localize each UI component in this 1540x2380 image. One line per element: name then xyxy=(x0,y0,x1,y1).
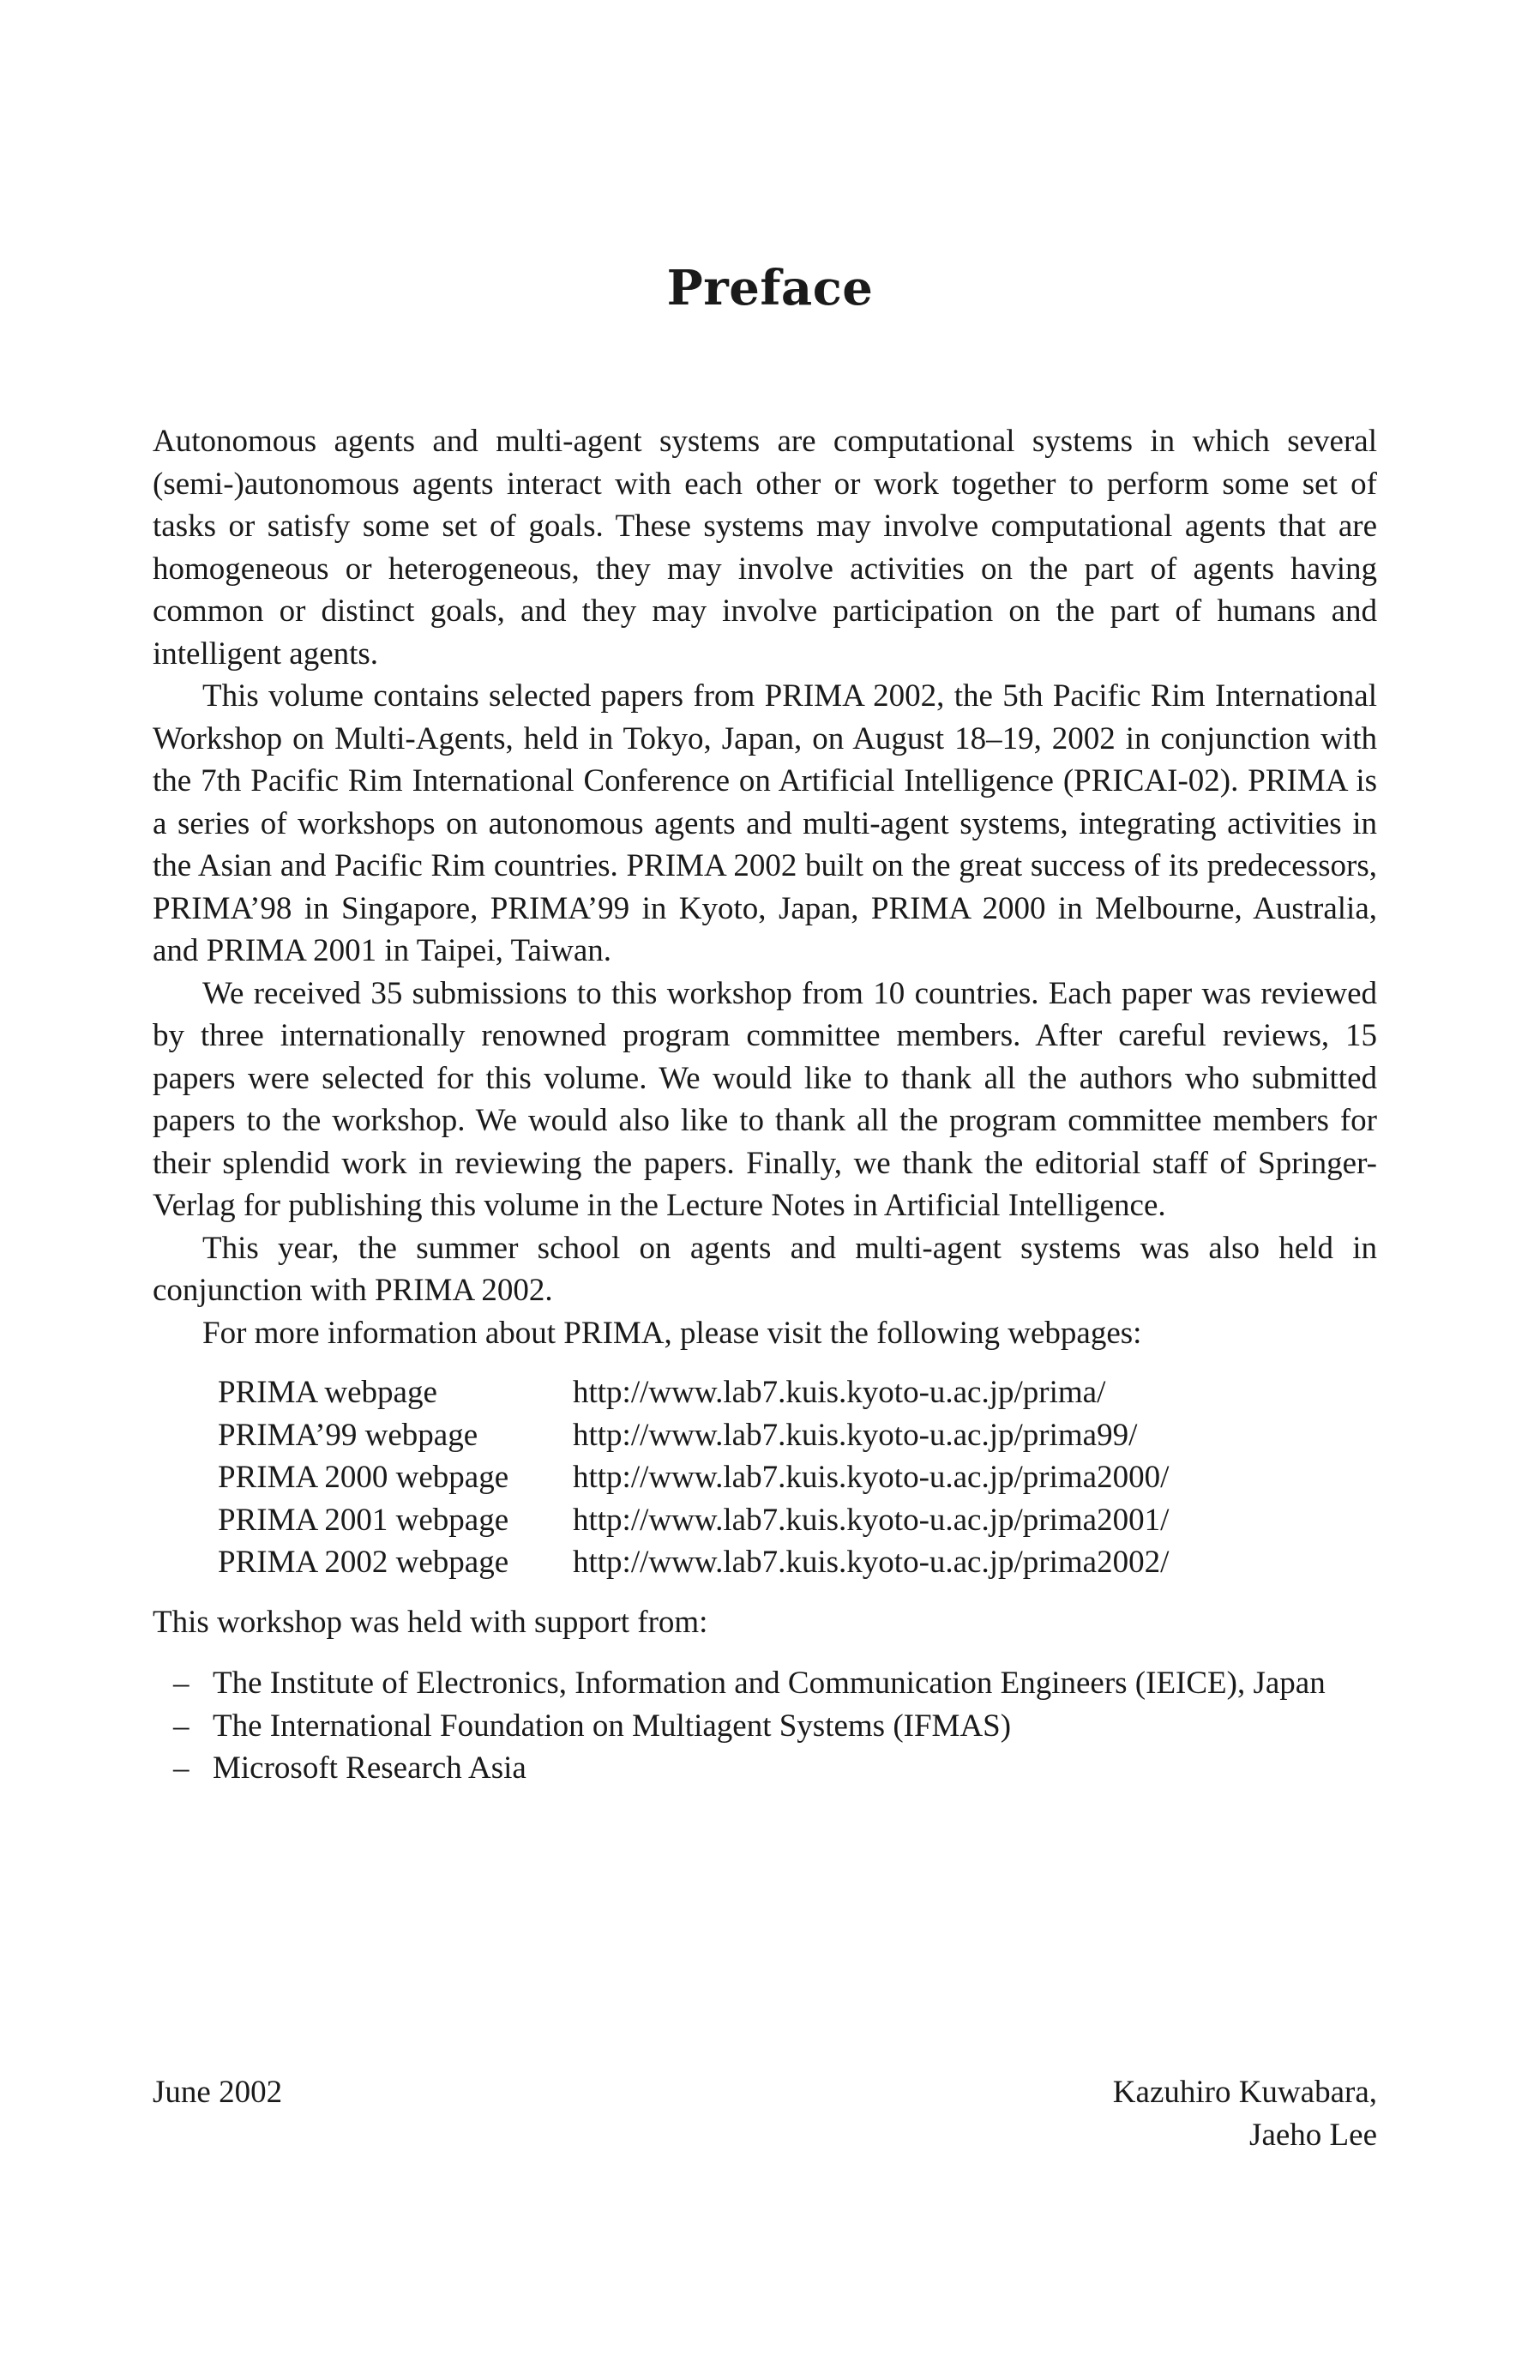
paragraph-summer-school: This year, the summer school on agents and multi-agent systems was also held in conjunction with PRIMA 2002. xyxy=(153,1230,1377,1308)
dash-bullet: – xyxy=(173,1666,189,1701)
support-item-text: The International Foundation on Multiagent Systems (IFMAS) xyxy=(213,1708,1012,1744)
webpage-url[interactable]: http://www.lab7.kuis.kyoto-u.ac.jp/prima/ xyxy=(573,1375,1106,1410)
webpage-row xyxy=(218,1456,1169,1499)
webpage-label: PRIMA 2001 webpage xyxy=(218,1502,509,1538)
webpage-url[interactable]: http://www.lab7.kuis.kyoto-u.ac.jp/prima2001/ xyxy=(573,1502,1170,1538)
webpage-row xyxy=(218,1541,1169,1584)
support-item-text: Microsoft Research Asia xyxy=(213,1750,526,1786)
signature-date: June 2002 xyxy=(153,2075,283,2110)
author-name: Jaeho Lee xyxy=(1249,2117,1377,2153)
webpage-label: PRIMA’99 webpage xyxy=(218,1417,478,1453)
support-item xyxy=(153,1662,1377,1705)
dash-bullet: – xyxy=(173,1708,189,1744)
support-item xyxy=(153,1747,1377,1790)
paragraph-more-info: For more information about PRIMA, please visit the following webpages: xyxy=(202,1315,1142,1351)
webpage-label: PRIMA 2002 webpage xyxy=(218,1545,509,1580)
webpage-url[interactable]: http://www.lab7.kuis.kyoto-u.ac.jp/prima2000/ xyxy=(573,1460,1170,1495)
webpage-table xyxy=(218,1371,1169,1584)
dash-bullet: – xyxy=(173,1750,189,1786)
webpage-row xyxy=(218,1499,1169,1542)
page-title: Preface xyxy=(666,259,874,316)
support-item-text: The Institute of Electronics, Information and Communication Engineers (IEICE), Japan xyxy=(213,1666,1326,1701)
support-intro: This workshop was held with support from: xyxy=(153,1604,708,1640)
author-name: Kazuhiro Kuwabara, xyxy=(1112,2075,1377,2110)
preface-body xyxy=(153,420,1377,1790)
webpage-label: PRIMA webpage xyxy=(218,1375,437,1410)
paragraph-intro: Autonomous agents and multi-agent systems are computational systems in which several (semi-)autonomous agents interact with each other or work together to perform some set of tasks or satisfy some set of goals. These systems may involve computational agents that are homogeneous or heterogeneous, they may involve activities on the part of agents having common or distinct goals, and they may involve participation on the part of humans and intelligent agents. xyxy=(153,424,1377,672)
signature-authors xyxy=(1113,2071,1377,2156)
paragraph-volume: This volume contains selected papers from PRIMA 2002, the 5th Pacific Rim International Workshop on Multi-Agents, held in Tokyo, Japan, on August 18–19, 2002 in conjunction with the 7th Pacific Rim International Conference on Artificial Intelligence (PRICAI-02). PRIMA is a series of workshops on autonomous agents and multi-agent systems, integrating activities in the Asian and Pacific Rim countries. PRIMA 2002 built on the great success of its predecessors, PRIMA’98 in Singapore, PRIMA’99 in Kyoto, Japan, PRIMA 2000 in Melbourne, Australia, and PRIMA 2001 in Taipei, Taiwan. xyxy=(153,678,1377,968)
paragraph-submissions: We received 35 submissions to this workshop from 10 countries. Each paper was reviewed by three internationally renowned program committee members. After careful reviews, 15 papers were selected for this volume. We would like to thank all the authors who submitted papers to the workshop. We would also like to thank all the program committee members for their splendid work in reviewing the papers. Finally, we thank the editorial staff of Springer-Verlag for publishing this volume in the Lecture Notes in Artificial Intelligence. xyxy=(153,975,1377,1223)
webpage-url[interactable]: http://www.lab7.kuis.kyoto-u.ac.jp/prima2002/ xyxy=(573,1545,1170,1580)
webpage-label: PRIMA 2000 webpage xyxy=(218,1460,509,1495)
webpage-row xyxy=(218,1414,1169,1457)
support-item xyxy=(153,1705,1377,1748)
support-list xyxy=(153,1662,1377,1790)
webpage-row xyxy=(218,1371,1169,1414)
webpage-url[interactable]: http://www.lab7.kuis.kyoto-u.ac.jp/prima99/ xyxy=(573,1417,1138,1453)
